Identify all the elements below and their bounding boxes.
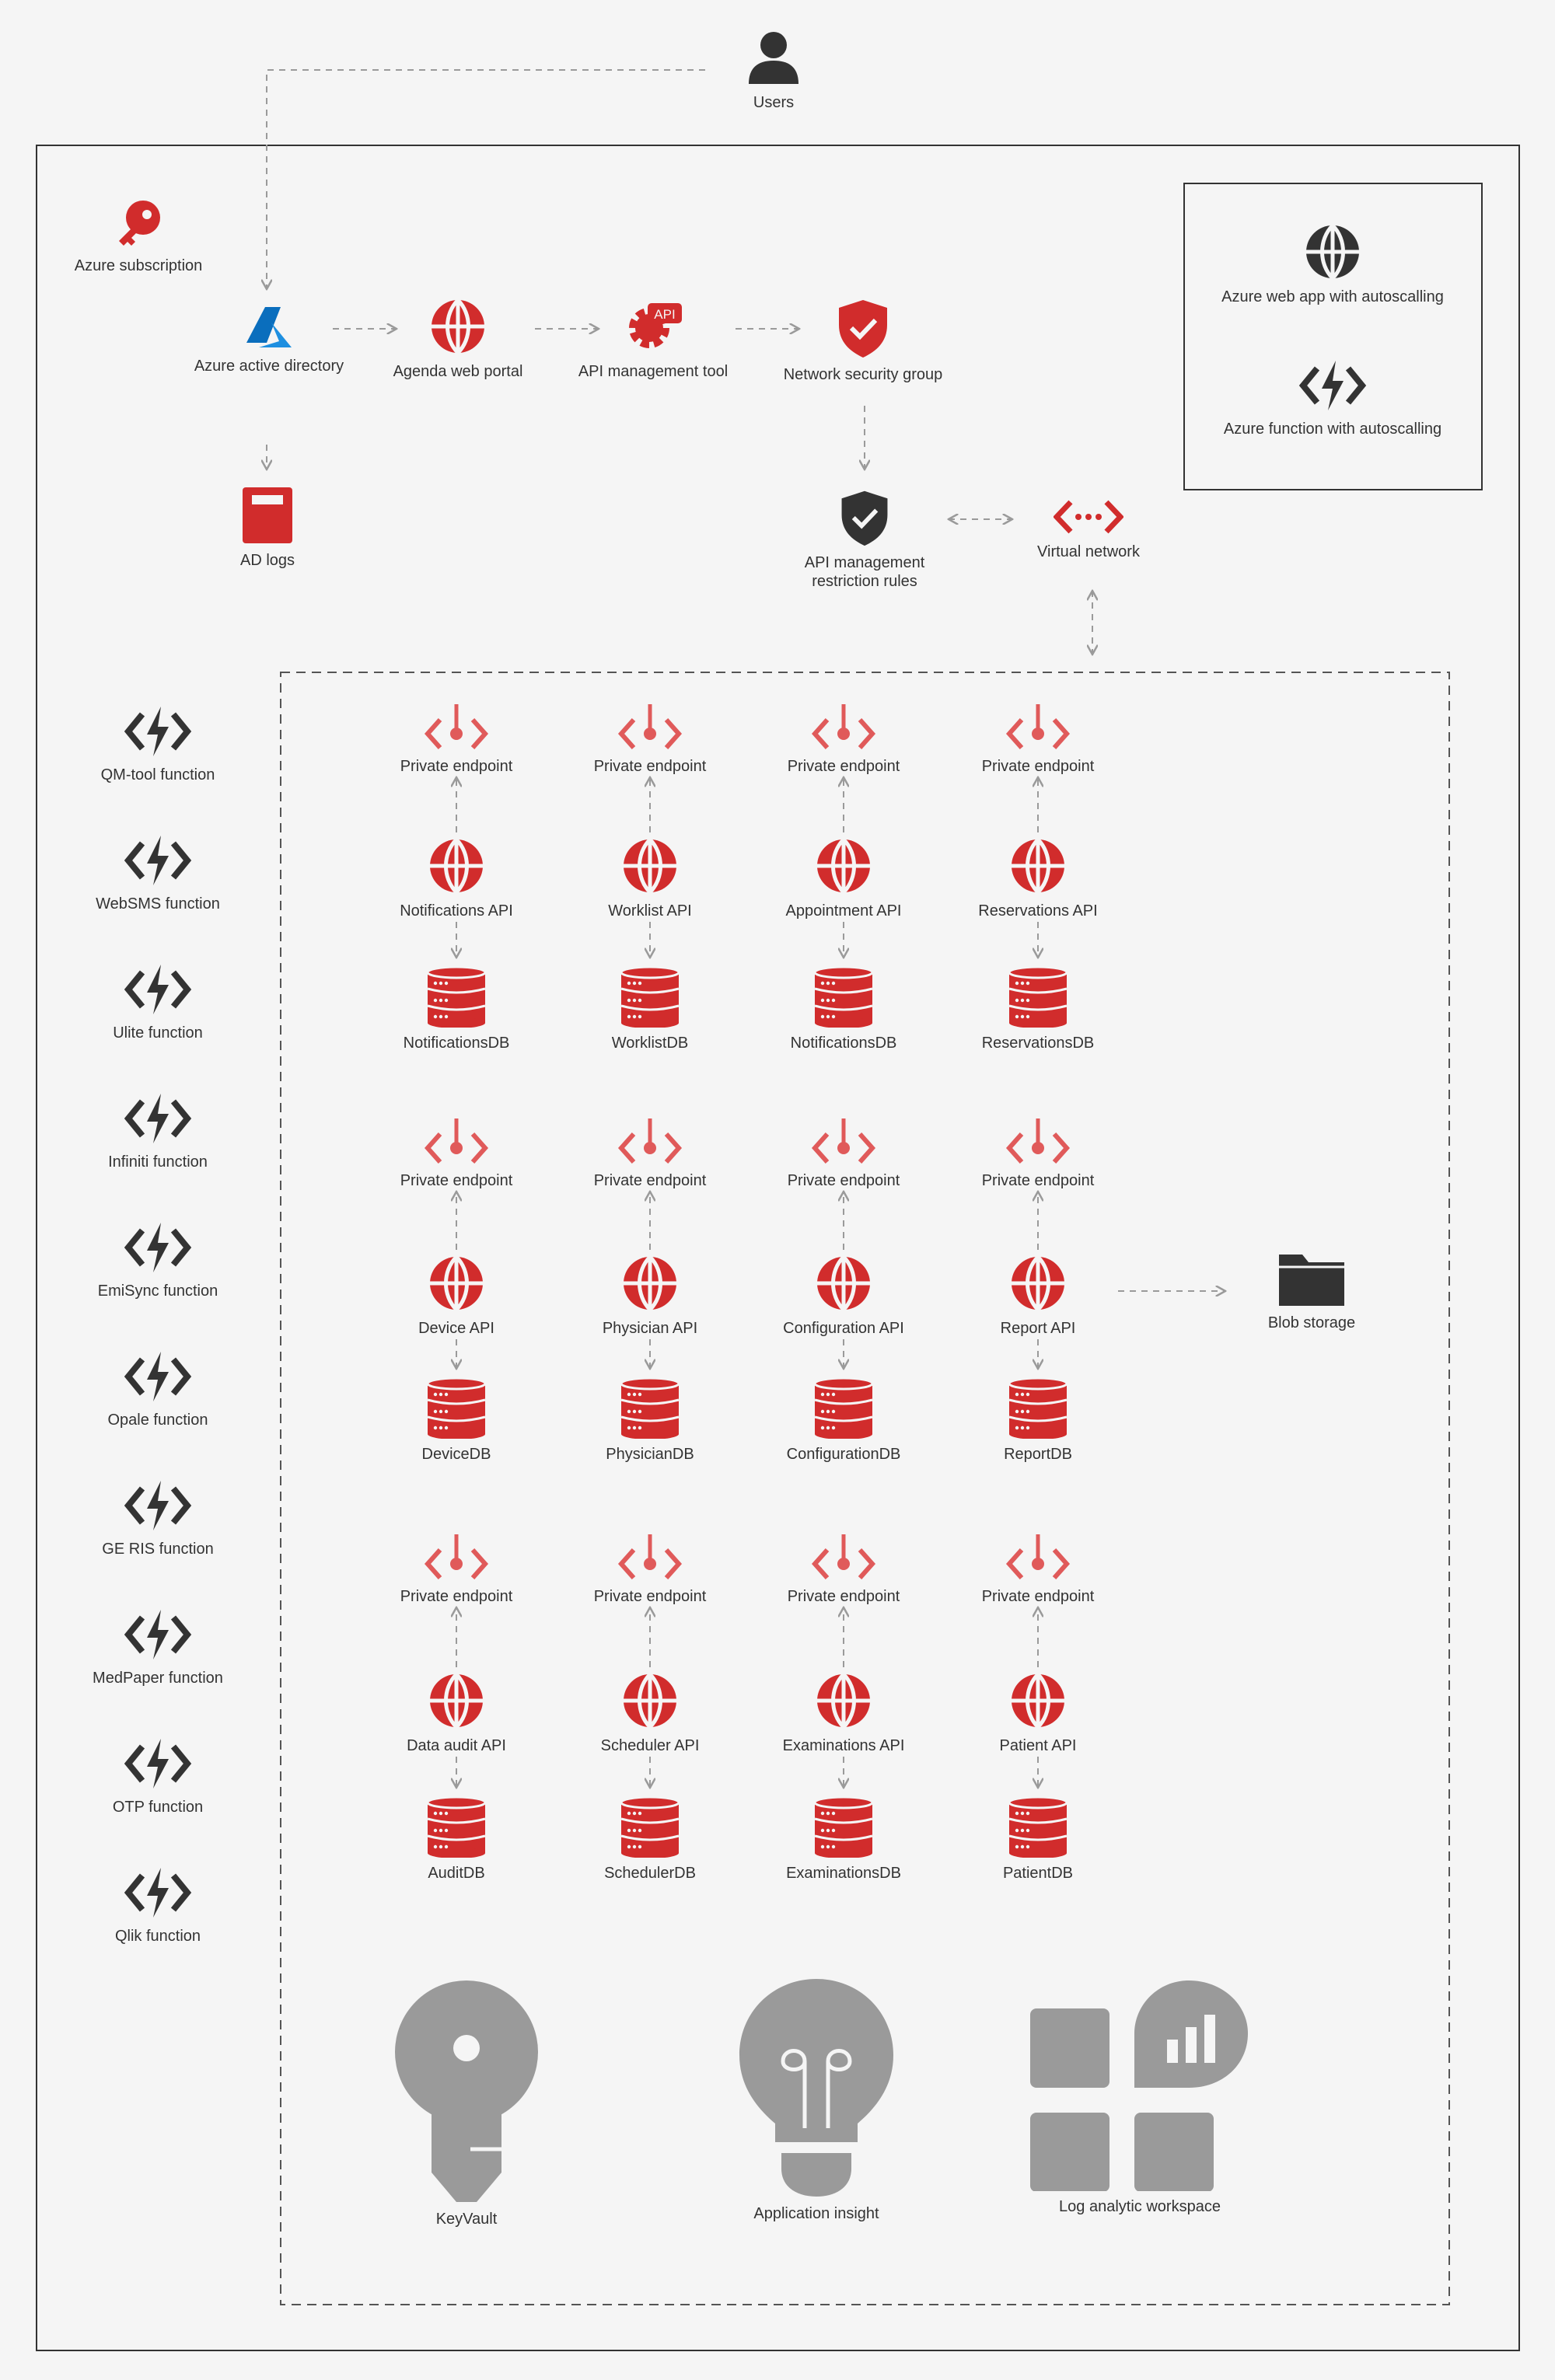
api-label: Notifications API <box>400 902 513 920</box>
private-endpoint-label: Private endpoint <box>593 1172 707 1189</box>
database-label: SchedulerDB <box>604 1865 696 1882</box>
database-label: DeviceDB <box>421 1446 491 1463</box>
database-icon <box>1008 1795 1068 1858</box>
function-node <box>41 1220 274 1300</box>
database-icon <box>426 965 487 1028</box>
database-label: NotificationsDB <box>790 1035 897 1052</box>
database-icon <box>1008 965 1068 1028</box>
api-globe-icon <box>620 1671 680 1730</box>
database-label: ReservationsDB <box>981 1035 1095 1052</box>
insight-node <box>700 1976 933 2223</box>
log-analytics-icon <box>1029 1977 1251 2191</box>
subscription-node <box>22 196 255 275</box>
database-icon <box>813 1795 874 1858</box>
user-icon <box>744 28 803 87</box>
api-globe-icon <box>427 836 486 895</box>
api-node <box>921 1671 1155 1755</box>
function-icon <box>124 832 192 888</box>
users-to-ad-connector <box>267 70 705 289</box>
api-badge-text: API <box>654 307 676 322</box>
function-icon <box>124 1091 192 1146</box>
dark-globe-icon <box>1303 222 1362 281</box>
private-endpoint-node <box>921 1531 1155 1606</box>
private-endpoint-icon <box>810 1531 877 1581</box>
api-globe-icon <box>620 1254 680 1313</box>
globe-icon <box>428 297 487 356</box>
private-endpoint-label: Private endpoint <box>593 758 707 775</box>
api-label: Reservations API <box>978 902 1098 920</box>
function-label: MedPaper function <box>93 1670 223 1687</box>
legend-webapp <box>1216 222 1449 306</box>
dark-shield-icon <box>838 488 891 547</box>
private-endpoint-icon <box>1005 1115 1071 1165</box>
dark-function-icon <box>1298 358 1367 414</box>
private-endpoint-label: Private endpoint <box>981 1588 1095 1605</box>
function-node <box>41 1736 274 1816</box>
private-endpoint-icon <box>617 1531 683 1581</box>
private-endpoint-label: Private endpoint <box>787 1588 900 1605</box>
database-label: PhysicianDB <box>606 1446 694 1463</box>
api-globe-icon <box>1008 1254 1068 1313</box>
api-globe-icon <box>427 1254 486 1313</box>
function-node <box>41 1091 274 1171</box>
database-node <box>921 965 1155 1052</box>
nsg-label: Network security group <box>783 366 943 383</box>
ad-logs-label: AD logs <box>239 552 295 569</box>
private-endpoint-icon <box>1005 701 1071 751</box>
database-label: PatientDB <box>1002 1865 1074 1882</box>
ad-logs-node <box>151 486 384 570</box>
api-label: Physician API <box>602 1320 698 1337</box>
private-endpoint-label: Private endpoint <box>981 1172 1095 1189</box>
folder-icon <box>1277 1251 1346 1307</box>
function-node <box>41 832 274 913</box>
red-shield-icon <box>836 297 890 359</box>
api-label: Report API <box>1000 1320 1076 1337</box>
function-node <box>41 961 274 1042</box>
legend-function <box>1216 358 1449 438</box>
api-gear-icon <box>623 297 683 356</box>
api-globe-icon <box>814 836 873 895</box>
function-node <box>41 703 274 784</box>
database-icon <box>620 965 680 1028</box>
private-endpoint-node <box>921 701 1155 776</box>
subscription-label: Azure subscription <box>74 257 203 274</box>
database-icon <box>426 1377 487 1439</box>
api-globe-icon <box>620 836 680 895</box>
function-label: Ulite function <box>113 1024 203 1042</box>
users-label: Users <box>753 94 795 111</box>
api-globe-icon <box>814 1671 873 1730</box>
database-node <box>921 1377 1155 1464</box>
private-endpoint-icon <box>423 701 490 751</box>
api-label: Examinations API <box>782 1737 905 1754</box>
key-icon <box>111 196 166 250</box>
log-icon <box>241 486 294 545</box>
private-endpoint-icon <box>617 701 683 751</box>
api-label: Worklist API <box>608 902 692 920</box>
function-icon <box>124 961 192 1017</box>
function-icon <box>124 1349 192 1405</box>
database-label: ConfigurationDB <box>786 1446 901 1463</box>
private-endpoint-label: Private endpoint <box>981 758 1095 775</box>
private-endpoint-icon <box>423 1115 490 1165</box>
vnet-label: Virtual network <box>1037 543 1140 560</box>
private-endpoint-label: Private endpoint <box>593 1588 707 1605</box>
database-icon <box>1008 1377 1068 1439</box>
api-node <box>921 1254 1155 1338</box>
function-label: Infiniti function <box>108 1153 208 1171</box>
blob-node <box>1195 1251 1428 1332</box>
function-icon <box>124 1736 192 1792</box>
vnet-icon <box>1054 497 1123 536</box>
api-globe-icon <box>1008 836 1068 895</box>
function-node <box>41 1349 274 1429</box>
database-icon <box>426 1795 487 1858</box>
web-portal-label: Agenda web portal <box>393 363 523 380</box>
function-icon <box>124 1865 192 1921</box>
blob-label: Blob storage <box>1267 1314 1356 1331</box>
api-tool-label: API management tool <box>578 363 729 380</box>
log-workspace-label: Log analytic workspace <box>1059 2198 1221 2215</box>
function-icon <box>124 1220 192 1275</box>
function-label: GE RIS function <box>102 1541 214 1558</box>
function-label: QM-tool function <box>100 766 215 783</box>
api-node <box>921 836 1155 920</box>
function-label: EmiSync function <box>97 1282 218 1300</box>
legend-webapp-label: Azure web app with autoscalling <box>1221 288 1444 305</box>
api-label: Device API <box>418 1320 494 1337</box>
function-icon <box>124 1607 192 1663</box>
private-endpoint-icon <box>810 701 877 751</box>
restriction-label: API management restriction rules <box>804 554 925 590</box>
nsg-node <box>746 297 980 384</box>
legend-function-label: Azure function with autoscalling <box>1223 421 1442 438</box>
users-node <box>657 28 890 112</box>
private-endpoint-label: Private endpoint <box>400 1588 513 1605</box>
private-endpoint-label: Private endpoint <box>400 758 513 775</box>
function-node <box>41 1478 274 1558</box>
database-label: ReportDB <box>1004 1446 1072 1463</box>
function-icon <box>124 1478 192 1534</box>
api-label: Configuration API <box>783 1320 904 1337</box>
azure-ad-icon <box>243 304 295 351</box>
vnet-node <box>972 497 1205 561</box>
database-label: WorklistDB <box>611 1035 689 1052</box>
private-endpoint-icon <box>617 1115 683 1165</box>
private-endpoint-label: Private endpoint <box>400 1172 513 1189</box>
database-icon <box>813 1377 874 1439</box>
restriction-node <box>748 488 981 591</box>
api-globe-icon <box>1008 1671 1068 1730</box>
api-globe-icon <box>427 1671 486 1730</box>
api-label: Data audit API <box>407 1737 506 1754</box>
function-label: Opale function <box>107 1412 208 1429</box>
keyvault-node <box>350 1978 583 2228</box>
private-endpoint-node <box>921 1115 1155 1190</box>
api-label: Scheduler API <box>600 1737 700 1754</box>
active-directory-label: Azure active directory <box>194 358 344 375</box>
database-label: AuditDB <box>428 1865 485 1882</box>
private-endpoint-icon <box>1005 1531 1071 1581</box>
keyvault-icon <box>393 1978 540 2204</box>
lightbulb-icon <box>736 1976 896 2198</box>
insight-label: Application insight <box>753 2205 879 2222</box>
database-icon <box>620 1377 680 1439</box>
api-globe-icon <box>814 1254 873 1313</box>
private-endpoint-label: Private endpoint <box>787 758 900 775</box>
api-tool-node <box>536 297 770 381</box>
keyvault-label: KeyVault <box>435 2211 498 2228</box>
api-label: Patient API <box>999 1737 1077 1754</box>
database-icon <box>813 965 874 1028</box>
function-label: Qlik function <box>114 1928 201 1945</box>
function-label: OTP function <box>112 1799 204 1816</box>
function-node <box>41 1607 274 1687</box>
database-label: NotificationsDB <box>403 1035 510 1052</box>
database-icon <box>620 1795 680 1858</box>
private-endpoint-icon <box>810 1115 877 1165</box>
function-node <box>41 1865 274 1946</box>
private-endpoint-label: Private endpoint <box>787 1172 900 1189</box>
log-workspace-node <box>1023 1977 1256 2216</box>
api-label: Appointment API <box>785 902 902 920</box>
function-icon <box>124 703 192 759</box>
function-label: WebSMS function <box>96 895 220 913</box>
database-label: ExaminationsDB <box>786 1865 901 1882</box>
private-endpoint-icon <box>423 1531 490 1581</box>
database-node <box>921 1795 1155 1883</box>
